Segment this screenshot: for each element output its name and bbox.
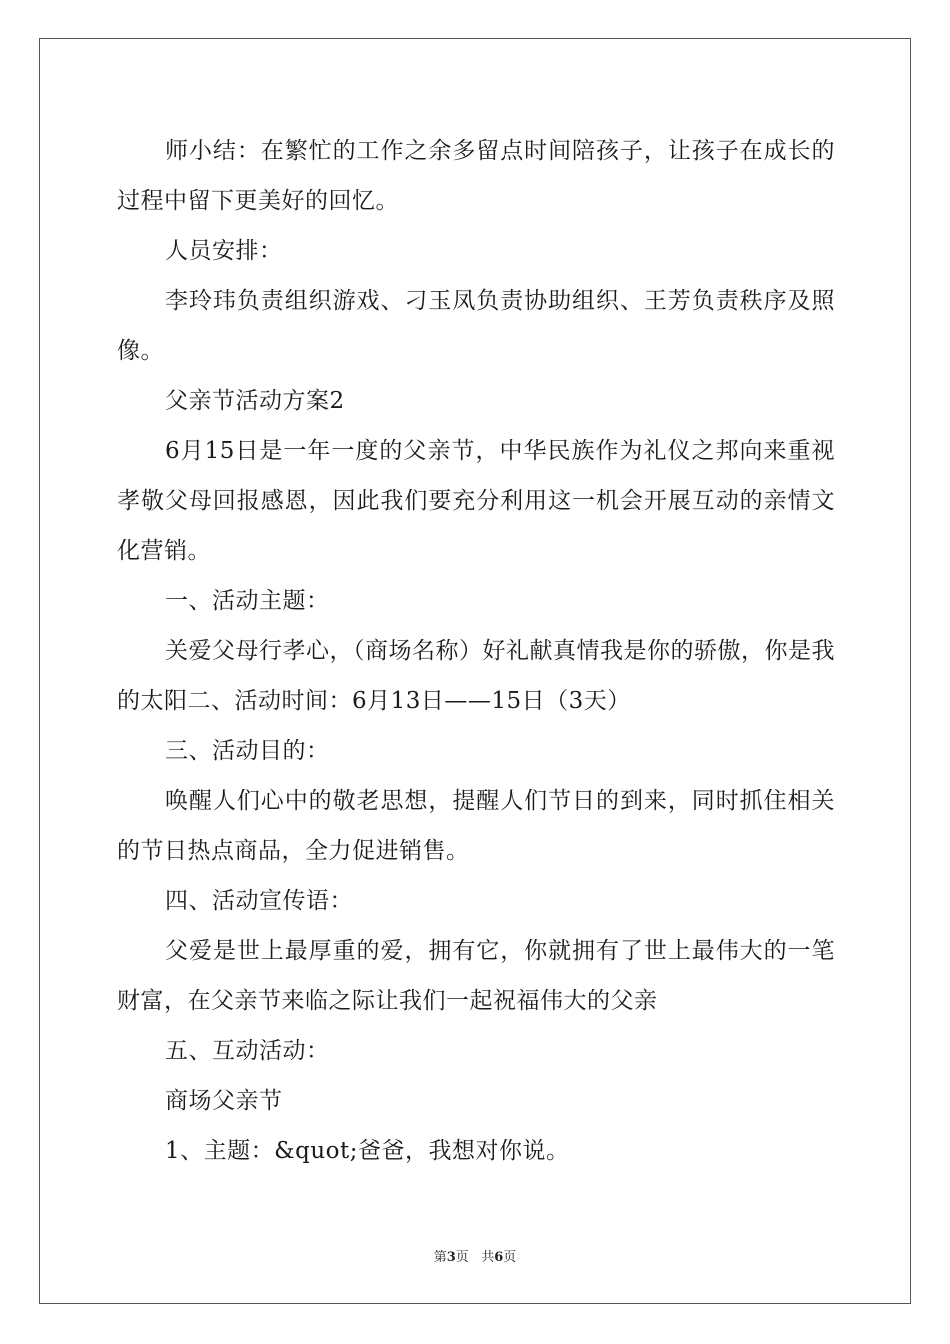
- paragraph-staff-detail: 李玲玮负责组织游戏、刁玉凤负责协助组织、王芳负责秩序及照像。: [117, 288, 835, 364]
- paragraph-goal-heading: 三、活动目的：: [165, 738, 330, 764]
- paragraph-topic: 1、主题：&quot;爸爸，我想对你说。: [165, 1138, 570, 1164]
- paragraph-summary: 师小结：在繁忙的工作之余多留点时间陪孩子，让孩子在成长的过程中留下更美好的回忆。: [117, 138, 835, 214]
- paragraph-theme-heading: 一、活动主题：: [165, 588, 330, 614]
- paragraph-goal-detail: 唤醒人们心中的敬老思想，提醒人们节日的到来，同时抓住相关的节日热点商品，全力促进销售。: [117, 788, 835, 864]
- footer-total-suffix: 页: [503, 1250, 517, 1265]
- paragraph-plan-title: 父亲节活动方案2: [165, 388, 345, 414]
- page-footer: [0, 1246, 950, 1265]
- paragraph-slogan-detail: 父爱是世上最厚重的爱，拥有它，你就拥有了世上最伟大的一笔财富，在父亲节来临之际让我们一起祝福伟大的父亲: [117, 938, 835, 1014]
- paragraph-slogan-heading: 四、活动宣传语：: [165, 888, 353, 914]
- footer-page-suffix: 页: [455, 1250, 469, 1265]
- footer-page-number: 3: [446, 1250, 456, 1265]
- document-body: [117, 126, 835, 1176]
- paragraph-interaction-heading: 五、互动活动：: [165, 1038, 330, 1064]
- paragraph-intro: 6月15日是一年一度的父亲节，中华民族作为礼仪之邦向来重视孝敬父母回报感恩，因此我们要充分利用这一机会开展互动的亲情文化营销。: [117, 438, 835, 564]
- footer-total-number: 6: [494, 1250, 504, 1265]
- footer-total-prefix: 共: [481, 1250, 495, 1265]
- footer-page-prefix: 第: [433, 1250, 447, 1265]
- paragraph-theme-detail: 关爱父母行孝心，（商场名称）好礼献真情我是你的骄傲，你是我的太阳二、活动时间：6月13日——15日（3天）: [117, 638, 835, 714]
- paragraph-staff-heading: 人员安排：: [165, 238, 283, 264]
- paragraph-mall-fathers-day: 商场父亲节: [165, 1088, 283, 1114]
